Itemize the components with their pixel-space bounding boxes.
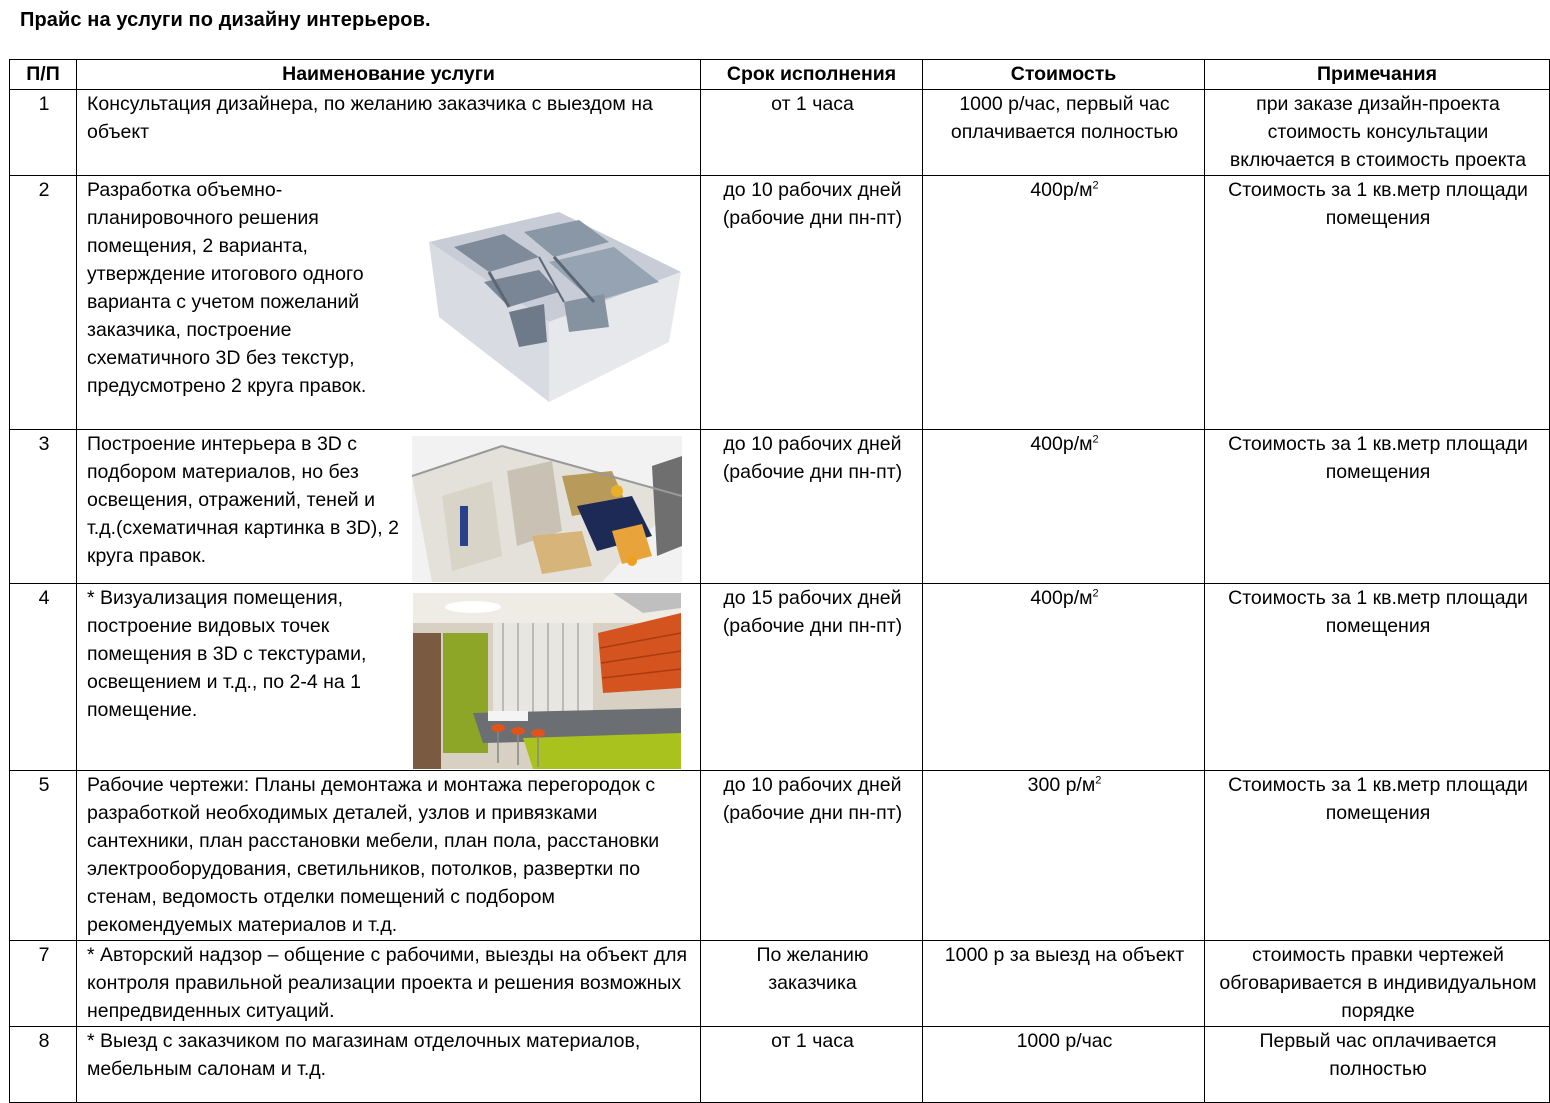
- row-num: 7: [10, 941, 77, 1027]
- row-name: [77, 176, 701, 430]
- row-cost: [923, 771, 1205, 941]
- price-table: [9, 59, 1550, 1103]
- row-note: Стоимость за 1 кв.метр площади помещения: [1205, 771, 1550, 941]
- cost-superscript: 2: [1092, 179, 1099, 192]
- 3d-interior-sketch-icon: [412, 436, 682, 582]
- table-row: [10, 941, 1550, 1027]
- row-term: до 10 рабочих дней (рабочие дни пн-пт): [701, 176, 923, 430]
- table-row: [10, 176, 1550, 430]
- row-num: 4: [10, 584, 77, 771]
- row-num: 3: [10, 430, 77, 584]
- row-name: [77, 941, 701, 1027]
- row-name: [77, 584, 701, 771]
- page-title: Прайс на услуги по дизайну интерьеров.: [20, 9, 431, 31]
- service-name: Рабочие чертежи: Планы демонтажа и монтажа перегородок с разработкой необходимых деталей, узлов и привязками сантехники, план расстановки мебели, план пола, расстановки электрооборудования, светильников, потолков, развертки по стенам, ведомость отделки помещений с подбором рекомендуемых материалов и т.д.: [87, 774, 660, 936]
- header-note: Примечания: [1205, 60, 1550, 90]
- service-name: * Визуализация помещения, построение видовых точек помещения в 3D с текстурами, освещением и т.д., по 2-4 на 1 помещение.: [87, 587, 367, 721]
- table-row: [10, 771, 1550, 941]
- service-name: Построение интерьера в 3D с подбором материалов, но без освещения, отражений, теней и т.д.(схематичная картинка в 3D), 2 круга правок.: [87, 433, 399, 567]
- header-cost: Стоимость: [923, 60, 1205, 90]
- row-term: до 10 рабочих дней (рабочие дни пн-пт): [701, 771, 923, 941]
- table-row: [10, 90, 1550, 176]
- row-note: при заказе дизайн-проекта стоимость консультации включается в стоимость проекта: [1205, 90, 1550, 176]
- row-name: [77, 771, 701, 941]
- table-row: [10, 1027, 1550, 1103]
- cost-superscript: 2: [1092, 587, 1099, 600]
- row-cost: 1000 р/час: [923, 1027, 1205, 1103]
- service-name: Консультация дизайнера, по желанию заказчика с выездом на объект: [87, 93, 653, 143]
- row-term: от 1 часа: [701, 90, 923, 176]
- service-name: * Выезд с заказчиком по магазинам отделочных материалов, мебельным салонам и т.д.: [87, 1030, 641, 1080]
- header-name: Наименование услуги: [77, 60, 701, 90]
- row-term: до 10 рабочих дней (рабочие дни пн-пт): [701, 430, 923, 584]
- row-name: [77, 90, 701, 176]
- header-num: П/П: [10, 60, 77, 90]
- row-cost: 1000 р/час, первый час оплачивается полностью: [923, 90, 1205, 176]
- row-note: стоимость правки чертежей обговаривается в индивидуальном порядке: [1205, 941, 1550, 1027]
- row-note: Первый час оплачивается полностью: [1205, 1027, 1550, 1103]
- cost-value: 400р/м: [1030, 587, 1093, 609]
- service-name: * Авторский надзор – общение с рабочими, выезды на объект для контроля правильной реализации проекта и решения возможных непредвиденных ситуаций.: [87, 944, 688, 1022]
- table-row: [10, 584, 1550, 771]
- row-num: 1: [10, 90, 77, 176]
- cost-value: 400р/м: [1030, 179, 1093, 201]
- row-name: [77, 430, 701, 584]
- row-cost: 1000 р за выезд на объект: [923, 941, 1205, 1027]
- row-cost: [923, 430, 1205, 584]
- 3d-floor-plan-icon: [429, 212, 681, 402]
- row-num: 5: [10, 771, 77, 941]
- row-name: [77, 1027, 701, 1103]
- row-note: Стоимость за 1 кв.метр площади помещения: [1205, 430, 1550, 584]
- service-name: Разработка объемно-планировочного решения помещения, 2 варианта, утверждение итогового одного варианта с учетом пожеланий заказчика, построение схематичного 3D без текстур, предусмотрено 2 круга правок.: [87, 179, 367, 397]
- row-cost: [923, 584, 1205, 771]
- row-note: Стоимость за 1 кв.метр площади помещения: [1205, 584, 1550, 771]
- cost-superscript: 2: [1092, 433, 1099, 446]
- cost-value: 300 р/м: [1027, 774, 1096, 796]
- cost-value: 400р/м: [1030, 433, 1093, 455]
- row-cost: [923, 176, 1205, 430]
- row-term: По желанию заказчика: [701, 941, 923, 1027]
- interior-render-icon: [413, 593, 681, 769]
- row-num: 8: [10, 1027, 77, 1103]
- table-header-row: [10, 60, 1550, 90]
- header-term: Срок исполнения: [701, 60, 923, 90]
- row-note: Стоимость за 1 кв.метр площади помещения: [1205, 176, 1550, 430]
- row-term: до 15 рабочих дней (рабочие дни пн-пт): [701, 584, 923, 771]
- cost-superscript: 2: [1095, 774, 1102, 787]
- row-term: от 1 часа: [701, 1027, 923, 1103]
- table-row: [10, 430, 1550, 584]
- row-num: 2: [10, 176, 77, 430]
